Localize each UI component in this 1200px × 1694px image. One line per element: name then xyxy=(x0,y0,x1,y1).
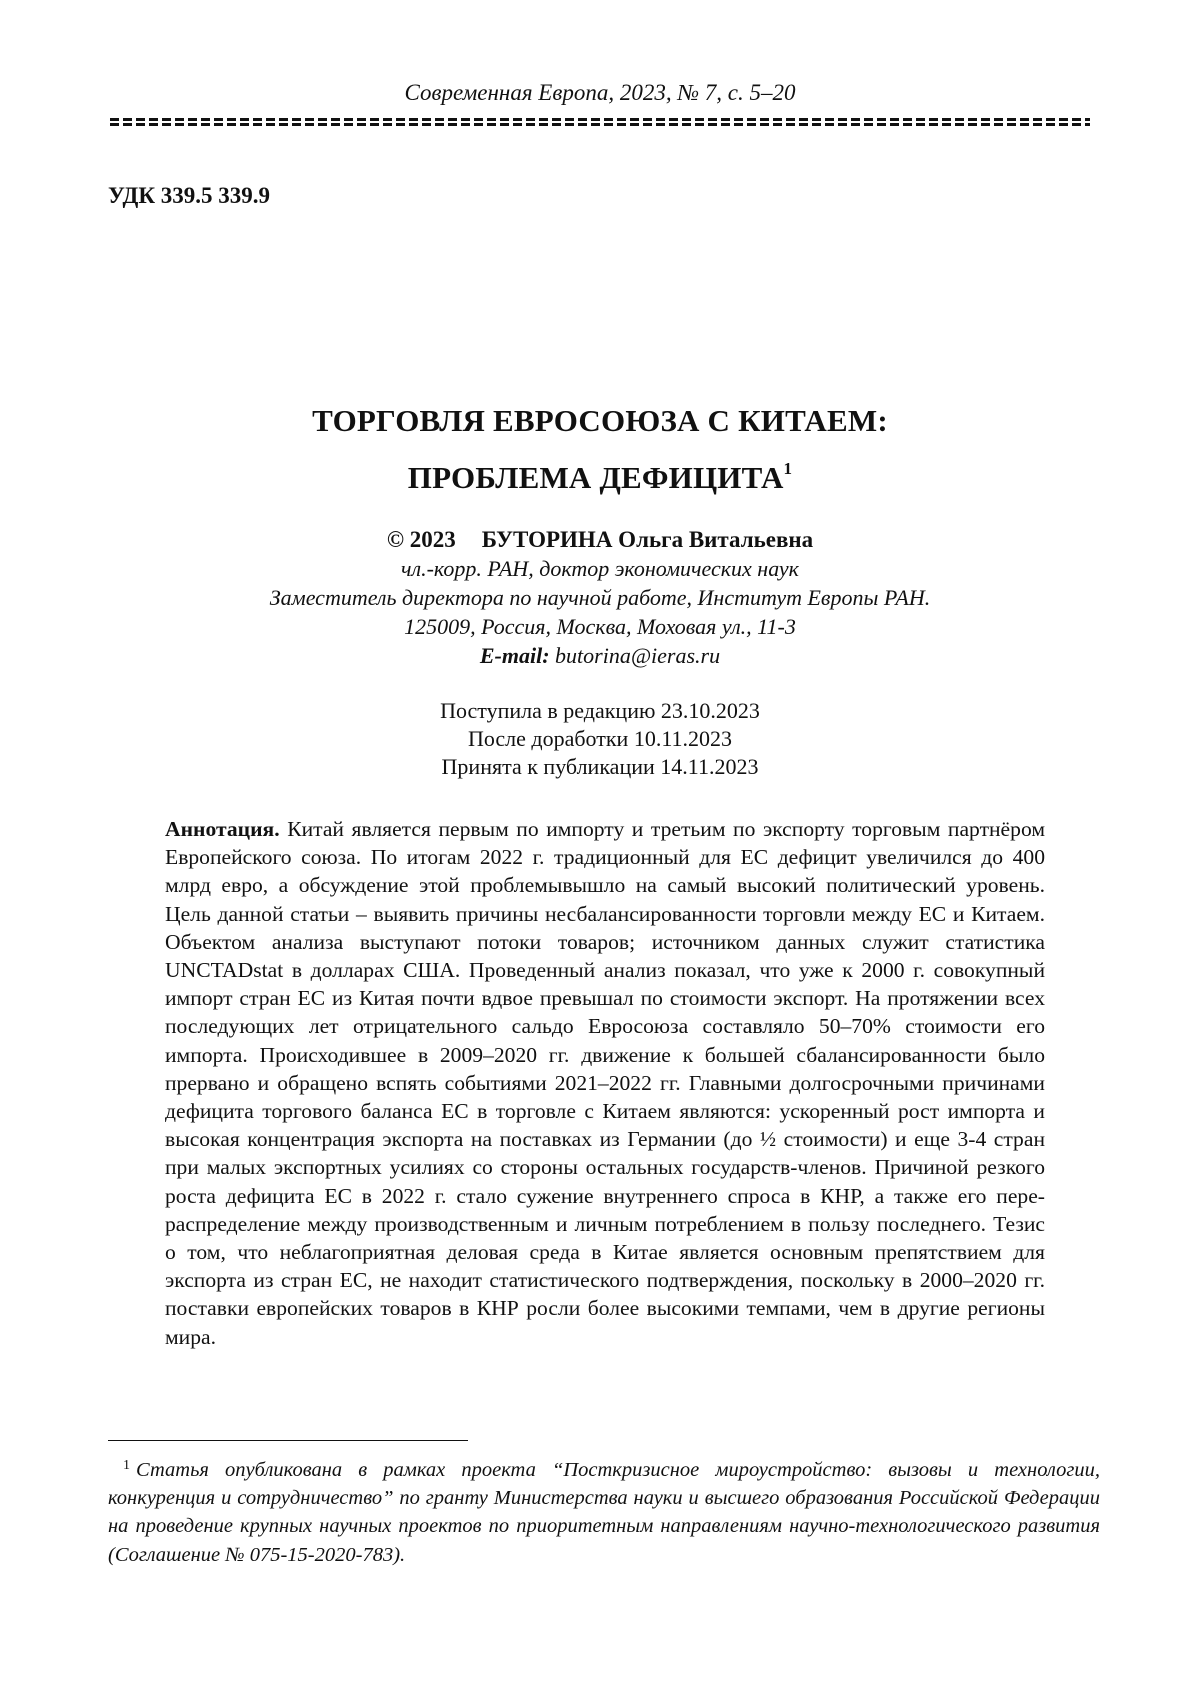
title-footnote-ref: 1 xyxy=(783,459,793,478)
article-title xyxy=(110,392,1090,506)
footnote-mark: 1 xyxy=(123,1458,130,1473)
author-block xyxy=(110,525,1090,670)
header-double-rule xyxy=(110,118,1090,126)
udk-code: УДК 339.5 339.9 xyxy=(108,183,271,208)
email-label: E-mail: xyxy=(479,643,550,668)
abstract xyxy=(165,815,1045,1351)
author-email-line xyxy=(110,641,1090,670)
author-name: БУТОРИНА Ольга Витальевна xyxy=(481,527,814,552)
running-head: Современная Европа, 2023, № 7, с. 5–20 xyxy=(404,80,796,105)
title-line-2 xyxy=(110,449,1090,506)
abstract-label: Аннотация. xyxy=(165,817,280,841)
date-revised: После доработки 10.11.2023 xyxy=(467,726,733,751)
title-line-2-text: ПРОБЛЕМА ДЕФИЦИТА xyxy=(407,460,784,495)
footnote xyxy=(108,1456,1100,1569)
submission-dates xyxy=(110,697,1090,781)
copyright-year: © 2023 xyxy=(386,527,456,552)
author-degree: чл.-корр. РАН, доктор экономических наук xyxy=(401,556,799,581)
footnote-text: Статья опубликована в рамках проекта “Посткризисное мироустройство: вызовы и технологии, конкуренция и сотрудничество” по гранту Министерства науки и высшего образования Российской Федерации на проведение крупных научных проектов по приоритетным направлениям научно-технологического развития (Соглашение № 075-15-2020-783). xyxy=(108,1459,1100,1566)
abstract-text: Китай является первым по импорту и третьим по экспорту торговым партнёром Европейского союза. По итогам 2022 г. традиционный для ЕС дефицит увеличился до 400 млрд евро, а обсуждение этой проблемывышло на самый высокий политический уровень. Цель данной статьи – выявить причины несбалансированности торговли между ЕС и Китаем. Объектом анализа выступают потоки товаров; источником данных служит статистика UNCTADstat в долларах США. Проведенный анализ показал, что уже к 2000 г. совокупный импорт стран ЕС из Китая почти вдвое превышал по стоимости экспорт. На протяжении всех последующих лет отрицательного сальдо Евросоюза составляло 50–70% стоимости его импорта. Происходившее в 2009–2020 гг. движение к большей сбалансированности было прервано и обращено вспять событиями 2021–2022 гг. Главными долгосрочными причинами дефицита торгового баланса ЕС в торговле с Китаем являются: ускоренный рост импорта и высокая концентрация экспорта на поставках из Германии (до ½ стоимости) и еще 3-4 стран при малых экспортных усилиях со стороны остальных государств-членов. Причиной резкого роста дефицита ЕС в 2022 г. стало сужение внутреннего спроса в КНР, а также его перераспределение между производственным и личным потреблением в пользу последнего. Тезис о том, что неблагоприятная деловая среда в Китае является основным препятствием для экспорта из стран ЕС, не находит статистического подтверждения, поскольку в 2000–2020 гг. поставки европейских товаров в КНР росли более высокими темпами, чем в другие регионы мира. xyxy=(165,817,1045,1349)
date-accepted: Принята к публикации 14.11.2023 xyxy=(441,754,759,779)
author-address: 125009, Россия, Москва, Моховая ул., 11-3 xyxy=(404,614,796,639)
author-position: Заместитель директора по научной работе, Институт Европы РАН. xyxy=(269,585,931,610)
title-line-1: ТОРГОВЛЯ ЕВРОСОЮЗА С КИТАЕМ: xyxy=(312,403,888,438)
date-received: Поступила в редакцию 23.10.2023 xyxy=(440,698,760,723)
author-line xyxy=(110,525,1090,554)
author-email[interactable]: butorina@ieras.ru xyxy=(555,643,721,668)
footnote-separator xyxy=(108,1440,468,1441)
